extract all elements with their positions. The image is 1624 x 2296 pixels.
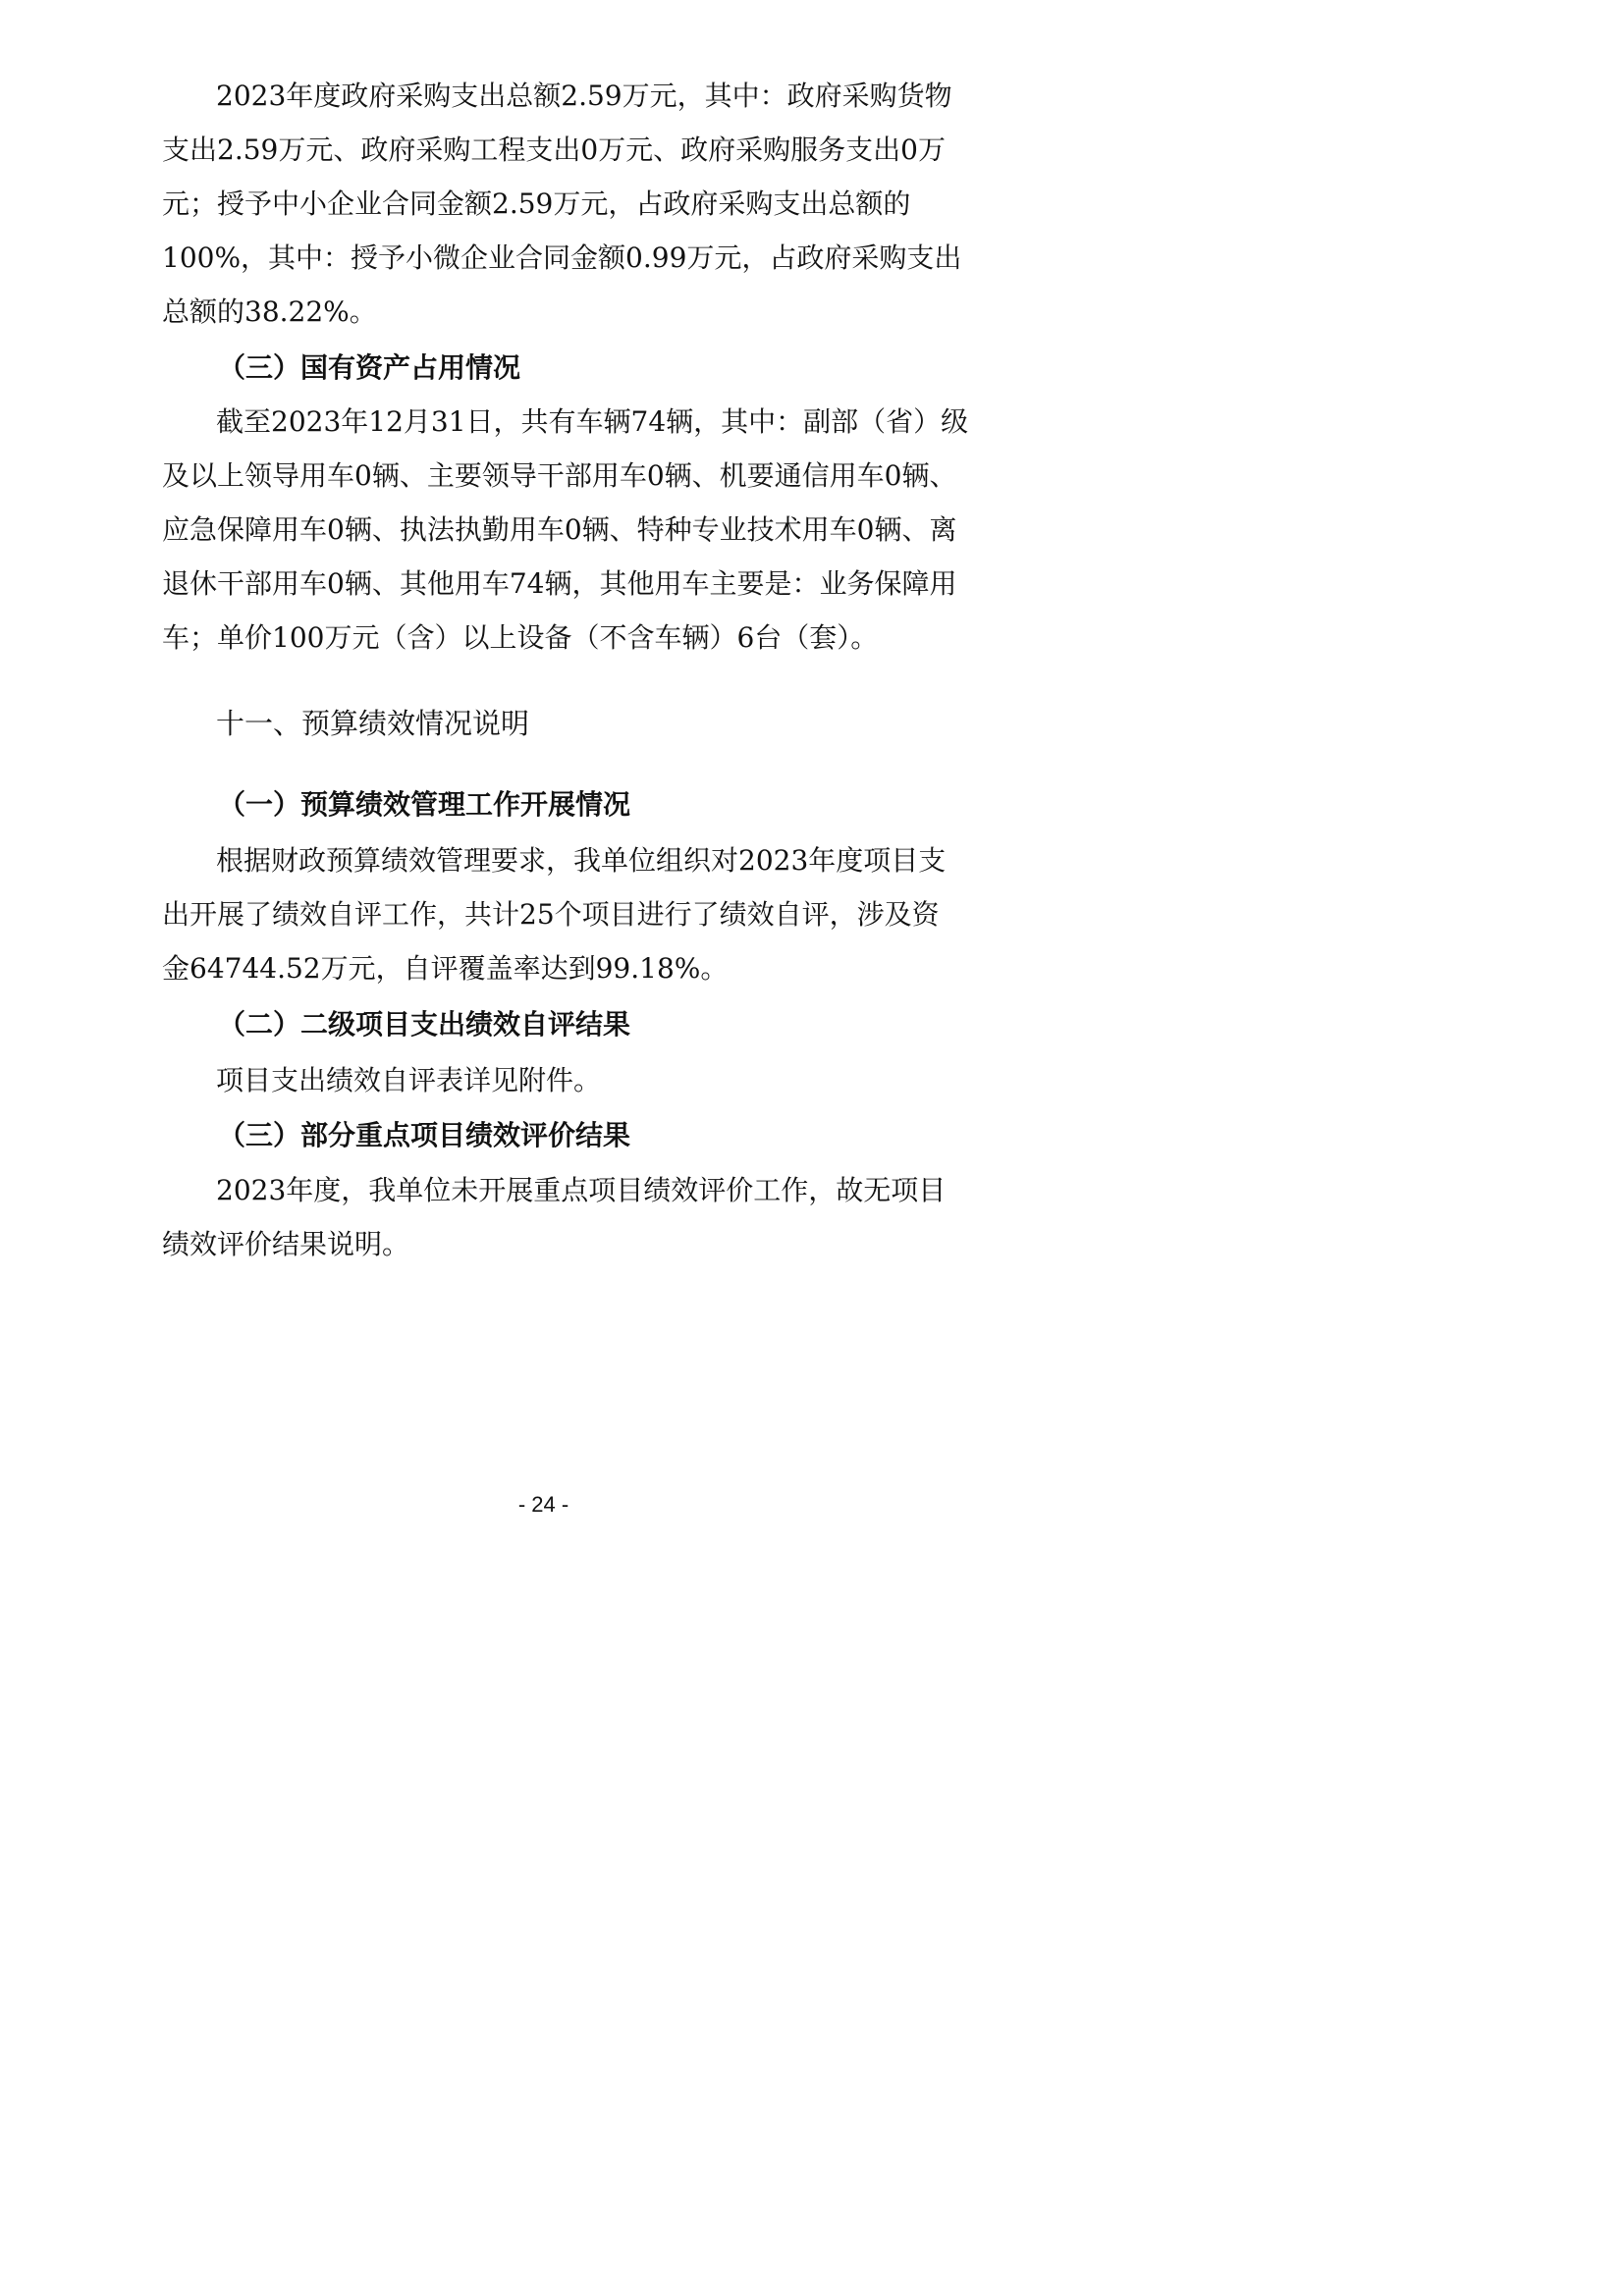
assets-line-4: 退休干部用车0辆、其他用车74辆，其他用车主要是：业务保障用 <box>162 567 957 600</box>
section-title: 十一、预算绩效情况说明 <box>216 707 530 740</box>
key-eval-line-2: 绩效评价结果说明。 <box>162 1228 410 1260</box>
assets-line-3: 应急保障用车0辆、执法执勤用车0辆、特种专业技术用车0辆、离 <box>162 513 957 546</box>
assets-line-5: 车；单价100万元（含）以上设备（不含车辆）6台（套）。 <box>162 621 879 654</box>
key-eval-line-1: 2023年度，我单位未开展重点项目绩效评价工作，故无项目 <box>216 1174 947 1206</box>
perf-mgmt-line-1: 根据财政预算绩效管理要求，我单位组织对2023年度项目支 <box>216 844 947 877</box>
procurement-line-2: 支出2.59万元、政府采购工程支出0万元、政府采购服务支出0万 <box>162 133 946 166</box>
procurement-line-3: 元；授予中小企业合同金额2.59万元，占政府采购支出总额的 <box>162 187 911 220</box>
procurement-line-1: 2023年度政府采购支出总额2.59万元，其中：政府采购货物 <box>216 80 952 112</box>
perf-mgmt-heading: （一）预算绩效管理工作开展情况 <box>218 788 631 821</box>
assets-line-2: 及以上领导用车0辆、主要领导干部用车0辆、机要通信用车0辆、 <box>162 459 957 492</box>
self-eval-line: 项目支出绩效自评表详见附件。 <box>216 1064 602 1096</box>
self-eval-heading: （二）二级项目支出绩效自评结果 <box>218 1008 631 1041</box>
procurement-line-4: 100%，其中：授予小微企业合同金额0.99万元，占政府采购支出 <box>162 241 962 274</box>
document-page <box>0 0 1087 1536</box>
page-number: - 24 - <box>517 1492 569 1517</box>
assets-heading: （三）国有资产占用情况 <box>218 351 521 384</box>
key-eval-heading: （三）部分重点项目绩效评价结果 <box>218 1119 631 1151</box>
procurement-line-5: 总额的38.22%。 <box>162 295 377 328</box>
perf-mgmt-line-3: 金64744.52万元，自评覆盖率达到99.18%。 <box>162 952 729 985</box>
perf-mgmt-line-2: 出开展了绩效自评工作，共计25个项目进行了绩效自评，涉及资 <box>162 898 940 931</box>
assets-line-1: 截至2023年12月31日，共有车辆74辆，其中：副部（省）级 <box>216 405 969 438</box>
